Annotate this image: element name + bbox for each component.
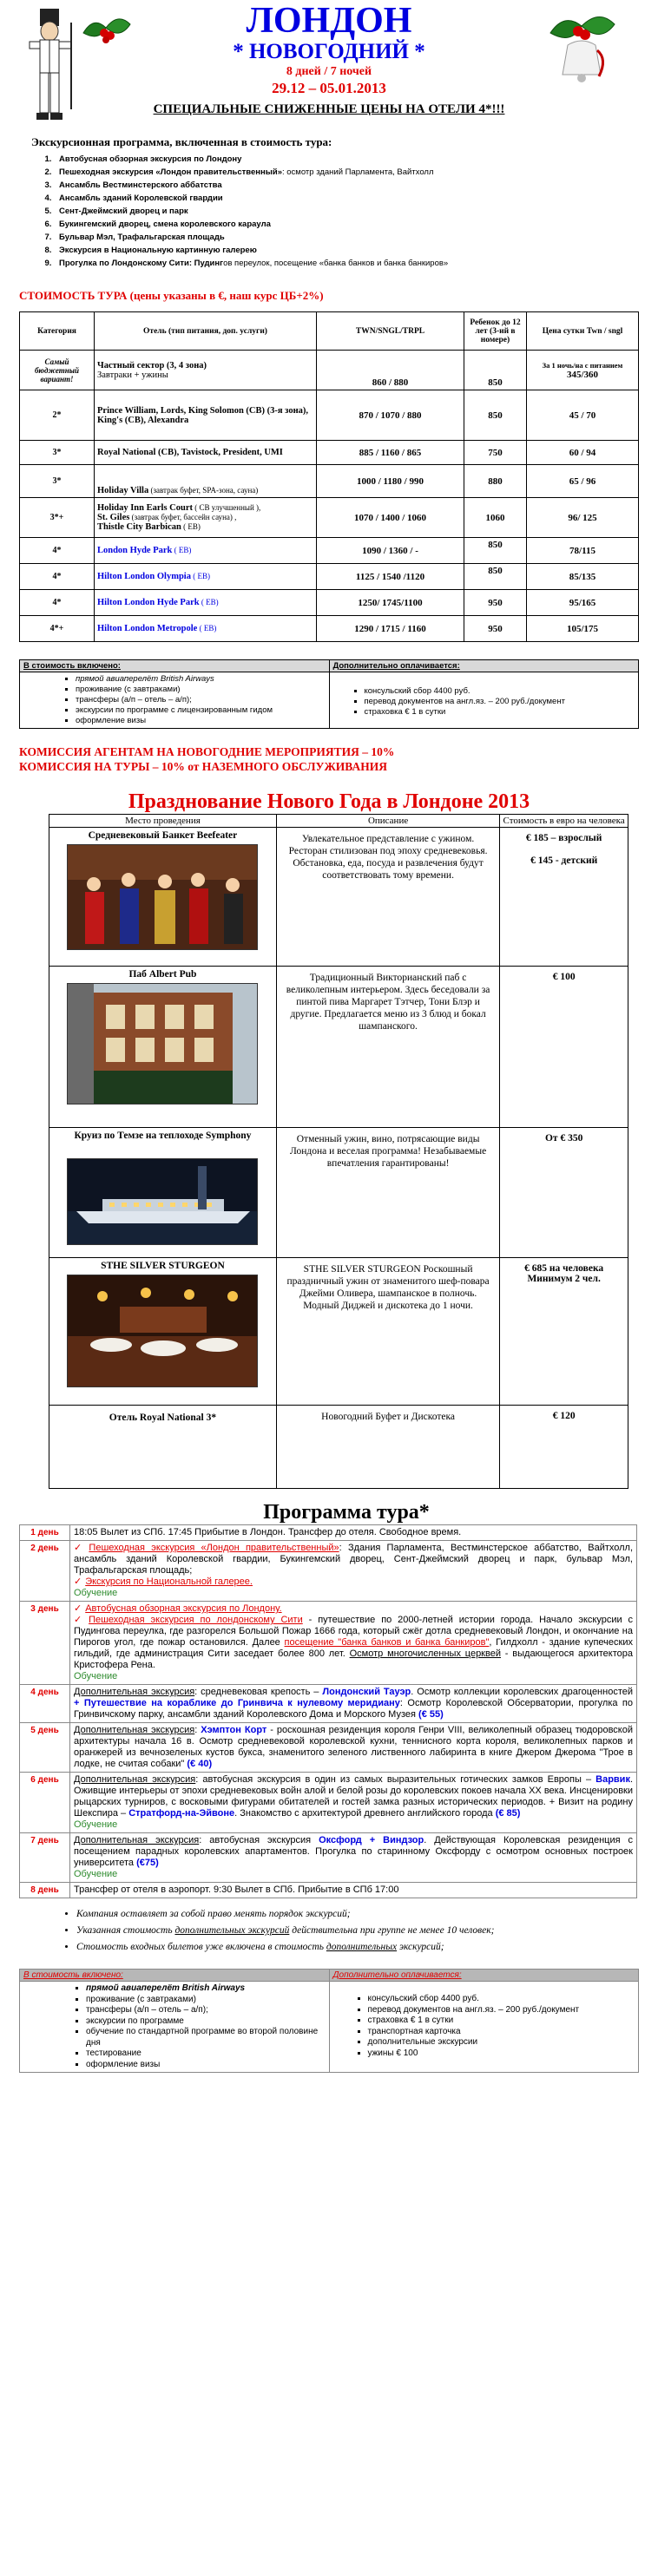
table-row — [20, 465, 639, 498]
list-item: 1. Автобусная обзорная экскурсия по Лондону — [54, 153, 639, 166]
child-price-cell: 950 — [464, 590, 527, 616]
included-table — [19, 659, 639, 729]
list-item: ▪ прямой авиаперелёт British Airways — [86, 1983, 326, 1995]
program-title: Программа тура* — [263, 1501, 430, 1524]
table-row — [20, 1982, 639, 2073]
check-icon: ✓ — [74, 1615, 86, 1625]
table-row — [20, 441, 639, 465]
day-text: ✓ Автобусная обзорная экскурсия по Лондону. ✓ Пешеходная экскурсия по лондонскому Сити - путешествие по 2000-летней истории города. Начало экскурсии с Пудингова переулка, где разгорелся Большой Пожар 1666 года, который сжёг дотла средневековый Лондон, и окончание на Пирогов угол, где пожар остановился. Далее посещение "банка банков и банка банкиров", Гилдхолл - здание купеческих гильдий, где администрация Сити заседает более 800 лет. Осмотр многочисленных церквей - выдающегося архитектора Кристофера Рена. Обучение — [70, 1602, 637, 1685]
table-row — [20, 538, 639, 564]
newyear-title: Празднование Нового Года в Лондоне 2013 — [128, 790, 530, 813]
table-row — [49, 1258, 628, 1406]
price-cell: € 185 – взрослый € 145 - детский — [500, 828, 628, 967]
description-cell: Новогодний Буфет и Дискотека — [276, 1406, 499, 1489]
list-item: 9. Прогулка по Лондонскому Сити: Пудингов переулок, посещение «банка банков и банка банкиров» — [54, 257, 639, 270]
tour-subtitle: * НОВОГОДНИЙ * — [233, 40, 425, 63]
table-row — [20, 1541, 637, 1602]
hotel-cell: Частный сектор (3, 4 зона) Завтраки + ужины — [95, 351, 317, 390]
table-row — [20, 351, 639, 390]
nutcracker-figure-icon — [23, 5, 76, 127]
tour-dates: 29.12 – 05.01.2013 — [272, 80, 386, 96]
cruise-photo — [67, 1158, 258, 1245]
list-item: ▪ оформление визы — [86, 2060, 326, 2071]
price-cell: 860 / 880 — [317, 351, 464, 390]
excursions-title: Экскурсионная программа, включенная в стоимость тура: — [31, 135, 332, 148]
day-label: 4 день — [20, 1685, 70, 1723]
list-item: ▪ страховка € 1 в сутки — [368, 2016, 635, 2027]
venue-name: STHE SILVER STURGEON — [101, 1261, 225, 1271]
commission-line: КОМИССИЯ АГЕНТАМ НА НОВОГОДНИЕ МЕРОПРИЯТИЯ – 10% — [19, 745, 395, 758]
hotel-price-table — [19, 311, 639, 642]
list-item: ▪ ужины € 100 — [368, 2048, 635, 2060]
description-cell: Увлекательное представление с ужином. Ресторан стилизован под эпоху средневековья. Обстановка, еда, посуда и развлечения будут соответствовать тому времени. — [276, 828, 499, 967]
price-cell: 1070 / 1400 / 1060 — [317, 498, 464, 538]
day-price-cell: 85/135 — [527, 564, 639, 590]
day-price-cell: 45 / 70 — [527, 390, 639, 441]
list-item: 3. Ансамбль Вестминстерского аббатства — [54, 179, 639, 192]
list-item: ▪ обучение по стандартной программе во второй половине дня — [86, 2027, 326, 2048]
banquet-photo — [67, 844, 258, 950]
day-text: Дополнительная экскурсия: автобусная экскурсия Оксфорд + Виндзор. Действующая Королевская резиденция с посещением парадных королевских апартаментов. Прогулка по старинному Оксфорду с осмотром основных построек университета (€75) Обучение — [70, 1833, 637, 1883]
venue-name: Средневековый Банкет Beefeater — [88, 830, 238, 841]
table-header-row — [20, 1970, 639, 1982]
category-cell: Самый бюджетный вариант! — [20, 351, 95, 390]
venue-name: Круиз по Темзе на теплоходе Symphony — [74, 1131, 252, 1141]
notes-list — [63, 1907, 639, 1955]
extra-header: Дополнительно оплачивается: — [329, 1970, 639, 1982]
table-row — [20, 616, 639, 642]
price-cell: 870 / 1070 / 880 — [317, 390, 464, 441]
child-price-cell: 850 — [464, 351, 527, 390]
child-price-cell: 1060 — [464, 498, 527, 538]
description-cell: Традиционный Викторианский паб с великолепным интерьером. Здесь беседовали за пинтой пива Маргарет Тэтчер, Тони Блэр и другие. Предлагается меню из 3 блюд и бокал шампанского. — [276, 967, 499, 1128]
hotel-cell: Hilton London Metropole ( EB) — [95, 616, 317, 642]
category-cell: 3*+ — [20, 498, 95, 538]
price-cell: 1090 / 1360 / - — [317, 538, 464, 564]
hotel-cell: Royal National (CB), Tavistock, President, UMI — [95, 441, 317, 465]
hotel-cell: London Hyde Park ( EB) — [95, 538, 317, 564]
list-item: 5. Сент-Джеймский дворец и парк — [54, 205, 639, 218]
table-row — [20, 1723, 637, 1773]
child-price-cell: 750 — [464, 441, 527, 465]
list-item: ▪ экскурсии по программе — [86, 2016, 326, 2028]
newyear-table — [49, 814, 628, 1489]
table-row — [20, 390, 639, 441]
list-item: ▪ консульский сбор 4400 руб. — [368, 1994, 635, 2005]
day-label: 6 день — [20, 1773, 70, 1833]
table-row — [49, 1128, 628, 1258]
list-item: ▪ проживание (с завтраками) — [76, 685, 326, 695]
city-title: ЛОНДОН — [246, 1, 412, 41]
venue-cell — [49, 1258, 277, 1406]
table-row — [20, 1883, 637, 1898]
day-text: ✓ Пешеходная экскурсия «Лондон правительственный»: Здания Парламента, Вестминстерское аббатство, Вайтхолл, ансамбль зданий Королевской гвардии, Букингемский дворец, Сент-Джеймский дворец и парк, бульвар Мэл, Трафальгарская площадь; ✓ Экскурсия по Национальной галерее. Обучение — [70, 1541, 637, 1602]
included-list-cell — [20, 1982, 330, 2073]
list-item: ▪ дополнительные экскурсии — [368, 2037, 635, 2048]
column-header: Место проведения — [49, 815, 277, 828]
day-price-cell: 96/ 125 — [527, 498, 639, 538]
child-price-cell: 850 — [464, 538, 527, 564]
price-cell: 1290 / 1715 / 1160 — [317, 616, 464, 642]
day-label: 2 день — [20, 1541, 70, 1602]
venue-cell — [49, 1128, 277, 1258]
check-icon: ✓ — [74, 1603, 82, 1614]
table-row — [49, 967, 628, 1128]
child-price-cell: 850 — [464, 390, 527, 441]
child-price-cell: 950 — [464, 616, 527, 642]
price-cell: 1000 / 1180 / 990 — [317, 465, 464, 498]
holly-bell-icon — [545, 7, 618, 85]
day-label: 8 день — [20, 1883, 70, 1898]
day-label: 5 день — [20, 1723, 70, 1773]
list-item: • Стоимость входных билетов уже включена в стоимость дополнительных экскурсий; — [76, 1940, 639, 1955]
price-cell: От € 350 — [500, 1128, 628, 1258]
column-header: Описание — [276, 815, 499, 828]
pub-photo — [67, 983, 258, 1104]
list-item: ▪ страховка € 1 в сутки — [365, 707, 635, 718]
day-text: Дополнительная экскурсия: средневековая крепость – Лондонский Тауэр. Осмотр коллекции королевских драгоценностей + Путешествие на кораблике до Гринвича к нулевому меридиану: Осмотр Королевской Обсерватории, прогулка по Гринвичскому парку, ансамбли зданий Королевского Дома и Морского Музея (€ 55) — [70, 1685, 637, 1723]
list-item: 6. Букингемский дворец, смена королевского караула — [54, 218, 639, 231]
price-cell: € 120 — [500, 1406, 628, 1489]
list-item: ▪ перевод документов на англ.яз. – 200 руб./документ — [365, 697, 635, 707]
special-prices-banner: СПЕЦИАЛЬНЫЕ СНИЖЕННЫЕ ЦЕНЫ НА ОТЕЛИ 4*!!! — [153, 102, 505, 116]
child-price-cell: 880 — [464, 465, 527, 498]
child-price-cell: 850 — [464, 564, 527, 590]
category-cell: 2* — [20, 390, 95, 441]
hotel-cell: Prince William, Lords, King Solomon (CB) (3-я зона), King's (CB), Alexandra — [95, 390, 317, 441]
description-cell: STHE SILVER STURGEON Роскошный праздничный ужин от знаменитого шеф-повара Джейми Оливера, шампанское в полночь. Модный Диджей и дискотека до 1 ночи. — [276, 1258, 499, 1406]
table-header-row — [20, 312, 639, 351]
day-text: Трансфер от отеля в аэропорт. 9:30 Вылет в СПб. Прибытие в СПб 17:00 — [70, 1883, 637, 1898]
list-item: 2. Пешеходная экскурсия «Лондон правительственный»: осмотр зданий Парламента, Вайтхолл — [54, 166, 639, 179]
excursions-list — [31, 153, 639, 270]
hotel-cell: Holiday Inn Earls Court ( СВ улучшенный ), St. Giles (завтрак буфет, бассейн сауна) , Thistle City Barbican ( ЕВ) — [95, 498, 317, 538]
day-label: 1 день — [20, 1525, 70, 1541]
hotel-cell: Holiday Villa (завтрак буфет, SPA-зона, сауна) — [95, 465, 317, 498]
table-header-row — [49, 815, 628, 828]
included-header: В стоимость включено: — [20, 1970, 330, 1982]
list-item: ▪ перевод документов на англ.яз. – 200 руб./документ — [368, 2005, 635, 2016]
day-price-cell: 65 / 96 — [527, 465, 639, 498]
list-item: 4. Ансамбль зданий Королевской гвардии — [54, 192, 639, 205]
price-cell: 1250/ 1745/1100 — [317, 590, 464, 616]
day-text: 18:05 Вылет из СПб. 17:45 Прибытие в Лондон. Трансфер до отеля. Свободное время. — [70, 1525, 637, 1541]
category-cell: 3* — [20, 441, 95, 465]
venue-cell — [49, 967, 277, 1128]
list-item: ▪ трансферы (а/п – отель – а/п); — [86, 2005, 326, 2016]
page — [0, 2, 658, 2576]
column-header: Категория — [20, 312, 95, 351]
column-header: TWN/SNGL/TRPL — [317, 312, 464, 351]
program-table — [19, 1524, 637, 1898]
day-text: Дополнительная экскурсия: автобусная экскурсия в один из самых выразительных готических замков Европы – Варвик. Оживщие интерьеры от эпохи средневековых войн алой и белой розы до королевских покоев начала XX века. Инсценировки рыцарских турниров, с восковыми фигурами обитателей и гостей замка разных исторических периодов. + Визит на родину Шекспира – Стратфорд-на-Эйвоне. Знакомство с архитектурой древнего английского города (€ 85) Обучение — [70, 1773, 637, 1833]
list-item: ▪ трансферы (а/п – отель – а/п); — [76, 695, 326, 705]
tour-duration: 8 дней / 7 ночей — [286, 65, 372, 78]
included-header: В стоимость включено: — [20, 660, 330, 672]
day-price-cell: 95/165 — [527, 590, 639, 616]
table-row — [49, 1406, 628, 1489]
header — [19, 2, 639, 132]
venue-name: Отель Royal National 3* — [109, 1413, 217, 1423]
price-cell: 885 / 1160 / 865 — [317, 441, 464, 465]
table-row — [20, 1602, 637, 1685]
check-icon: ✓ — [74, 1543, 86, 1553]
included-table-bottom — [19, 1969, 639, 2073]
extra-list-cell — [329, 1982, 639, 2073]
table-row — [20, 590, 639, 616]
price-cell: € 100 — [500, 967, 628, 1128]
price-cell: € 685 на человека Минимум 2 чел. — [500, 1258, 628, 1406]
category-cell: 4* — [20, 564, 95, 590]
category-cell: 4* — [20, 590, 95, 616]
list-item: 7. Бульвар Мэл, Трафальгарская площадь — [54, 231, 639, 244]
commission-line: КОМИССИЯ НА ТУРЫ – 10% от НАЗЕМНОГО ОБСЛУЖИВАНИЯ — [19, 760, 387, 773]
column-header: Ребенок до 12 лет (3-ий в номере) — [464, 312, 527, 351]
category-cell: 4* — [20, 538, 95, 564]
list-item: ▪ экскурсии по программе с лицензированным гидом — [76, 705, 326, 716]
column-header: Стоимость в евро на человека — [500, 815, 628, 828]
list-item: • Компания оставляет за собой право менять порядок экскурсий; — [76, 1907, 639, 1922]
column-header: Цена сутки Twn / sngl — [527, 312, 639, 351]
day-price-cell: 105/175 — [527, 616, 639, 642]
venue-cell — [49, 828, 277, 967]
table-row — [20, 672, 639, 729]
table-row — [20, 1773, 637, 1833]
table-row — [49, 828, 628, 967]
venue-cell — [49, 1406, 277, 1489]
hotel-cell: Hilton London Olympia ( EB) — [95, 564, 317, 590]
day-price-cell: 78/115 — [527, 538, 639, 564]
included-list-cell — [20, 672, 330, 729]
list-item: ▪ оформление визы — [76, 716, 326, 726]
day-text: Дополнительная экскурсия: Хэмптон Корт - роскошная резиденция короля Генри VIII, великолепный образец тюдоровской архитектуры начала 16 в. Осмотр средневековой королевской кухни, теннисного корта короля, великолепных парков и оранжерей из вечнозеленых кустов букса, знаменитого зеленого лиственного лабиринта в книге Джером Джерома "Трое в лодке, не считая собаки" (€ 40) — [70, 1723, 637, 1773]
price-heading: СТОИМОСТЬ ТУРА (цены указаны в €, наш курс ЦБ+2%) — [19, 289, 324, 302]
hotel-cell: Hilton London Hyde Park ( EB) — [95, 590, 317, 616]
column-header: Отель (тип питания, доп. услуги) — [95, 312, 317, 351]
price-cell: 1125 / 1540 /1120 — [317, 564, 464, 590]
table-row — [20, 498, 639, 538]
commission-block — [19, 744, 639, 774]
day-label: 3 день — [20, 1602, 70, 1685]
category-cell: 3* — [20, 465, 95, 498]
list-item: ▪ тестирование — [86, 2048, 326, 2060]
table-row — [20, 1525, 637, 1541]
list-item: ▪ консульский сбор 4400 руб. — [365, 686, 635, 697]
list-item: • Указанная стоимость дополнительных экскурсий действительна при группе не менее 10 человек; — [76, 1924, 639, 1938]
table-header-row — [20, 660, 639, 672]
list-item: ▪ проживание (с завтраками) — [86, 1995, 326, 2006]
holly-icon — [80, 7, 132, 49]
extra-list-cell — [329, 672, 639, 729]
table-row — [20, 1833, 637, 1883]
category-cell: 4*+ — [20, 616, 95, 642]
list-item: 8. Экскурсия в Национальную картинную галерею — [54, 244, 639, 257]
table-row — [20, 1685, 637, 1723]
restaurant-photo — [67, 1275, 258, 1387]
list-item: ▪ транспортная карточка — [368, 2027, 635, 2038]
table-row — [20, 564, 639, 590]
venue-name: Паб Albert Pub — [128, 969, 197, 980]
day-price-cell: За 1 ночь/на с питанием 345/360 — [527, 351, 639, 390]
description-cell: Отменный ужин, вино, потрясающие виды Лондона и веселая программа! Незабываемые впечатления гарантированы! — [276, 1128, 499, 1258]
extra-header: Дополнительно оплачивается: — [329, 660, 639, 672]
check-icon: ✓ — [74, 1576, 82, 1587]
day-label: 7 день — [20, 1833, 70, 1883]
day-price-cell: 60 / 94 — [527, 441, 639, 465]
list-item: ▪ прямой авиаперелёт British Airways — [76, 674, 326, 685]
